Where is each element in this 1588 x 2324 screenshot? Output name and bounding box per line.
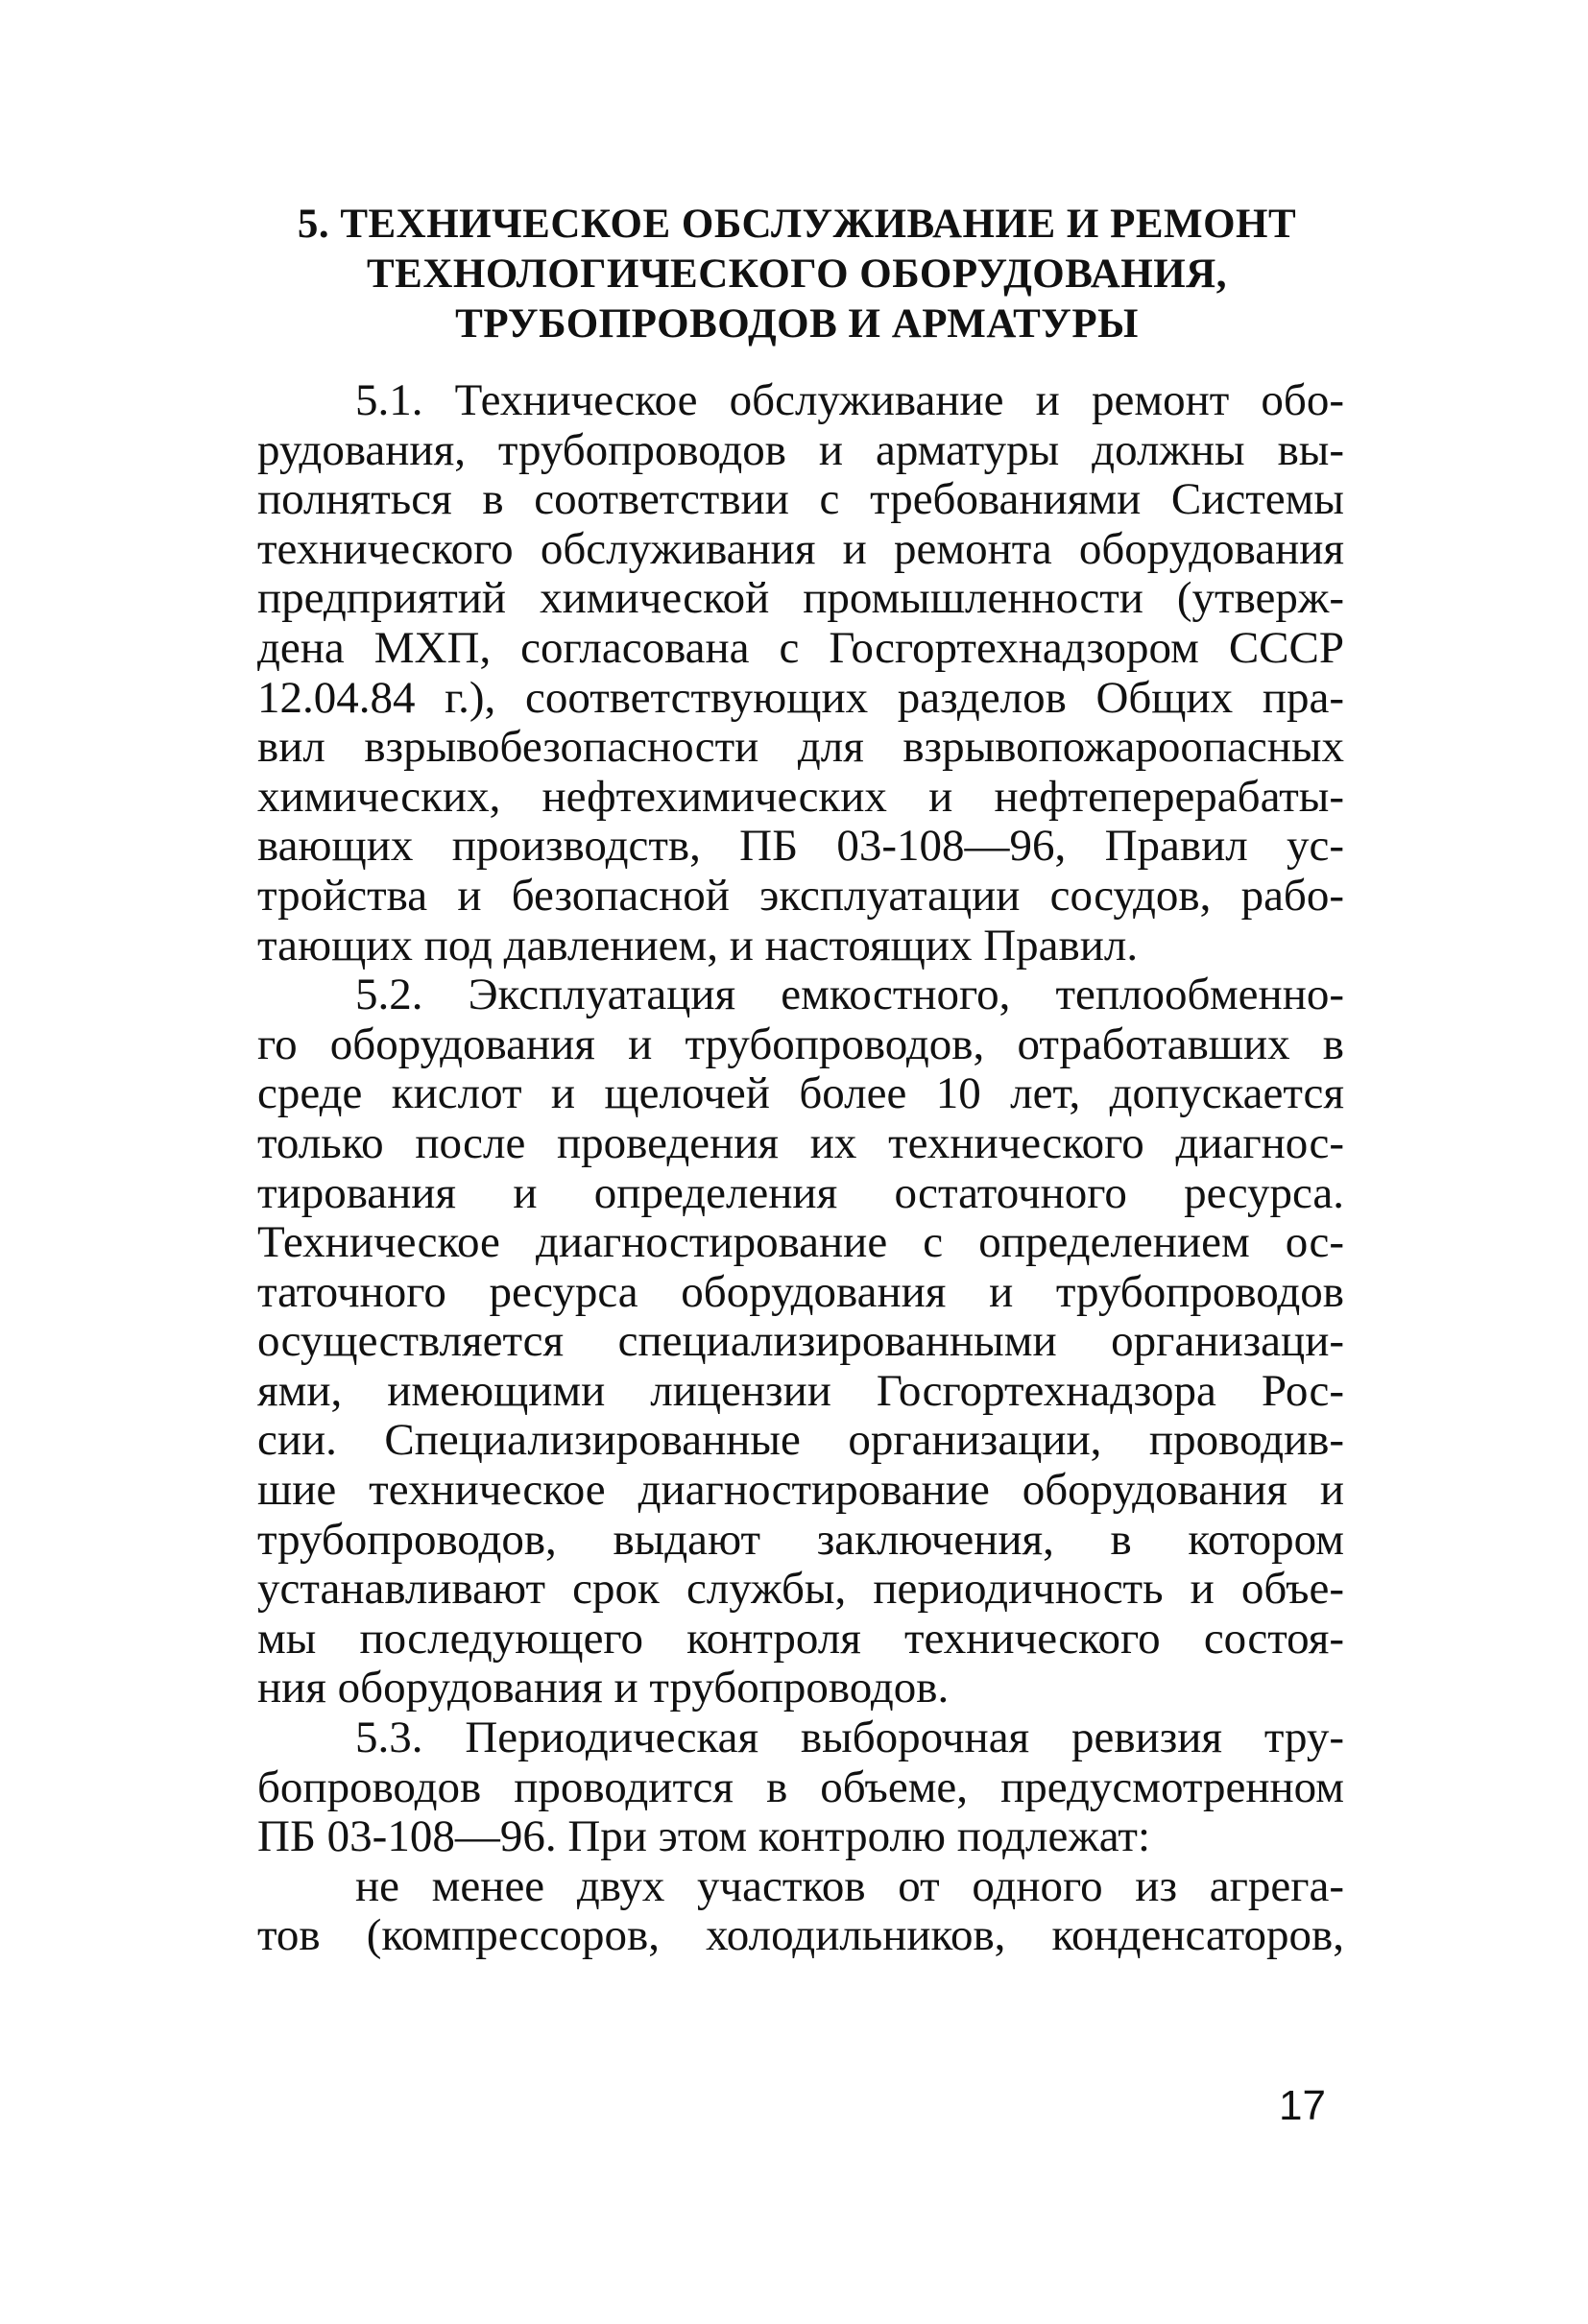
section-body-text (257, 376, 1344, 1961)
paragraph-5-1-line: тройства и безопасной эксплуатации сосудов, рабо- (257, 870, 1344, 921)
paragraph-5-2-line: Техническое диагностирование с определением ос- (257, 1217, 1344, 1268)
paragraph-5-2-line: ями, имеющими лицензии Госгортехнадзора Рос- (257, 1365, 1344, 1416)
paragraph-5-2-line: устанавливают срок службы, периодичность и объе- (257, 1564, 1344, 1615)
paragraph-5-2-line: трубопроводов, выдают заключения, в котором (257, 1514, 1344, 1565)
paragraph-5-1-line: технического обслуживания и ремонта оборудования (257, 523, 1344, 574)
paragraph-5-2-line: только после проведения их технического диагнос- (257, 1117, 1344, 1168)
paragraph-list-item-line: не менее двух участков от одного из агрега- (355, 1860, 1344, 1911)
paragraph-5-1-line: 12.04.84 г.), соответствующих разделов Общих пра- (257, 672, 1344, 723)
paragraph-5-2-line: го оборудования и трубопроводов, отработавших в (257, 1018, 1344, 1069)
page-number: 17 (1279, 2082, 1326, 2129)
paragraph-5-3-line: 5.3. Периодическая выборочная ревизия тру- (355, 1713, 1344, 1763)
paragraph-5-2-line: тирования и определения остаточного ресурса. (257, 1167, 1344, 1218)
paragraph-5-3-line: ПБ 03-108—96. При этом контролю подлежат: (257, 1811, 1151, 1862)
heading-line-1: 5. ТЕХНИЧЕСКОЕ ОБСЛУЖИВАНИЕ И РЕМОНТ (297, 202, 1297, 247)
paragraph-5-2-line: шие техническое диагностирование оборудования и (257, 1465, 1344, 1516)
paragraph-5-2-line: 5.2. Эксплуатация емкостного, теплообменно- (355, 970, 1344, 1020)
heading-line-3: ТРУБОПРОВОДОВ И АРМАТУРЫ (455, 301, 1139, 347)
paragraph-5-1-line: дена МХП, согласована с Госгортехнадзором СССР (257, 622, 1344, 673)
paragraph-5-1-line: предприятий химической промышленности (утверж- (257, 573, 1344, 624)
paragraph-5-1-line: тающих под давлением, и настоящих Правил. (257, 920, 1139, 970)
heading-line-2: ТЕХНОЛОГИЧЕСКОГО ОБОРУДОВАНИЯ, (367, 252, 1227, 297)
paragraph-5-2-line: сии. Специализированные организации, проводив- (257, 1415, 1344, 1466)
paragraph-5-2-line: мы последующего контроля технического состоя- (257, 1613, 1344, 1664)
paragraph-5-1-line: химических, нефтехимических и нефтеперерабаты- (257, 771, 1344, 822)
paragraph-5-2-line: ния оборудования и трубопроводов. (257, 1663, 950, 1713)
paragraph-list-item-line: тов (компрессоров, холодильников, конденсаторов, (257, 1910, 1344, 1961)
paragraph-5-1-line: 5.1. Техническое обслуживание и ремонт обо- (355, 375, 1344, 425)
paragraph-5-1-line: вающих производств, ПБ 03-108—96, Правил ус- (257, 821, 1344, 872)
paragraph-5-1-line: вил взрывобезопасности для взрывопожароопасных (257, 722, 1344, 773)
paragraph-5-2-line: осуществляется специализированными организаци- (257, 1316, 1344, 1367)
paragraph-5-3-line: бопроводов проводится в объеме, предусмотренном (257, 1761, 1344, 1812)
section-heading (250, 200, 1344, 349)
paragraph-5-1-line: полняться в соответствии с требованиями Системы (257, 474, 1344, 525)
paragraph-5-2-line: среде кислот и щелочей более 10 лет, допускается (257, 1068, 1344, 1119)
paragraph-5-2-line: таточного ресурса оборудования и трубопроводов (257, 1266, 1344, 1317)
paragraph-5-1-line: рудования, трубопроводов и арматуры должны вы- (257, 424, 1344, 475)
